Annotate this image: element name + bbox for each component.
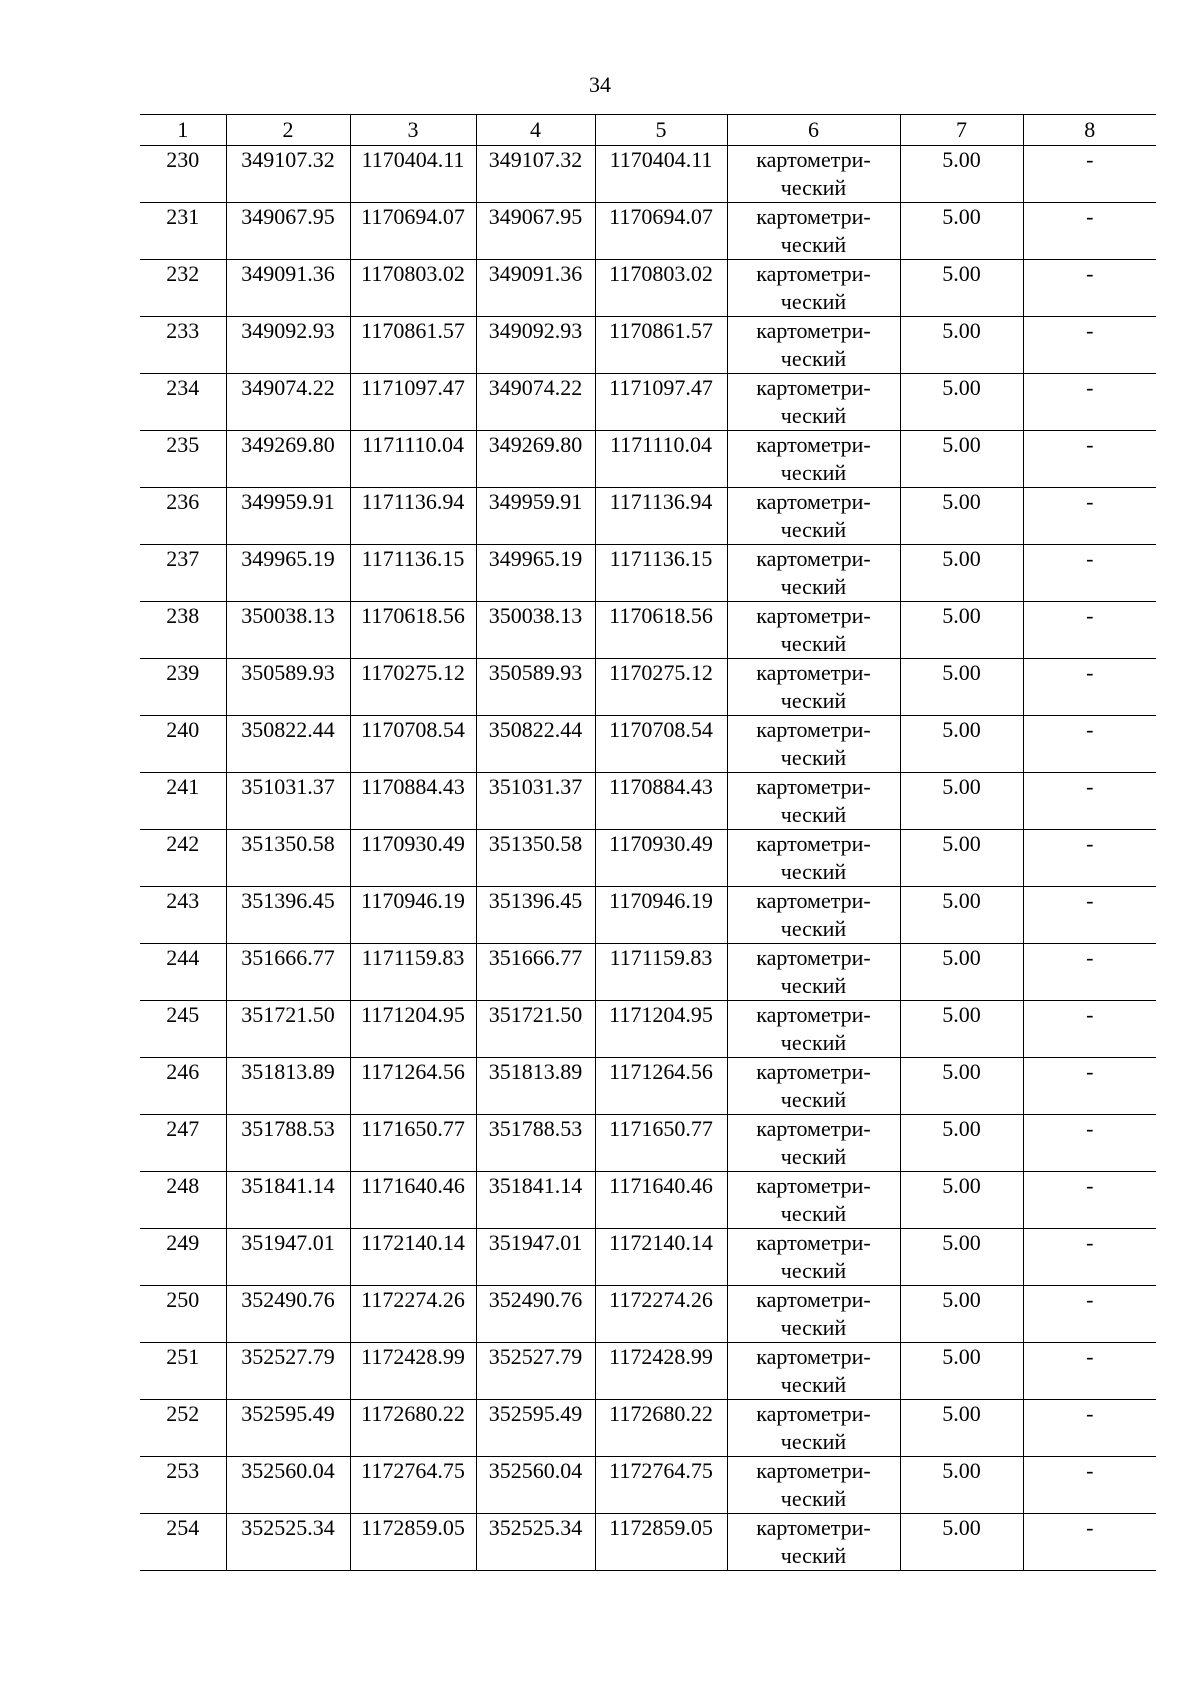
x-coordinate-cell: 351396.45 (226, 887, 350, 944)
method-cell (727, 773, 900, 830)
column-header: 1 (140, 115, 226, 146)
method-cell (727, 146, 900, 203)
method-text-line2: ческий (780, 1258, 847, 1283)
method-text-line2: ческий (780, 1144, 847, 1169)
note-cell: - (1023, 1514, 1156, 1571)
x-coordinate-cell: 349269.80 (226, 431, 350, 488)
accuracy-cell: 5.00 (900, 1343, 1023, 1400)
y-coordinate-cell: 1172764.75 (350, 1457, 476, 1514)
note-cell: - (1023, 830, 1156, 887)
method-cell (727, 1001, 900, 1058)
note-cell: - (1023, 1058, 1156, 1115)
point-number-cell: 238 (140, 602, 226, 659)
x-coordinate-cell: 351721.50 (226, 1001, 350, 1058)
y-coordinate-cell: 1171264.56 (350, 1058, 476, 1115)
note-cell: - (1023, 773, 1156, 830)
note-cell: - (1023, 659, 1156, 716)
y-coordinate-cell: 1170618.56 (350, 602, 476, 659)
y-coordinate-cell: 1170708.54 (350, 716, 476, 773)
accuracy-cell: 5.00 (900, 203, 1023, 260)
x-coordinate-cell: 349091.36 (476, 260, 595, 317)
x-coordinate-cell: 351813.89 (476, 1058, 595, 1115)
method-text-line1: картометри- (756, 945, 871, 970)
accuracy-cell: 5.00 (900, 317, 1023, 374)
x-coordinate-cell: 349107.32 (226, 146, 350, 203)
method-cell (727, 1115, 900, 1172)
column-header: 8 (1023, 115, 1156, 146)
y-coordinate-cell: 1171110.04 (595, 431, 727, 488)
table-row (140, 545, 1156, 602)
note-cell: - (1023, 146, 1156, 203)
y-coordinate-cell: 1170930.49 (595, 830, 727, 887)
method-text-line2: ческий (780, 745, 847, 770)
method-cell (727, 716, 900, 773)
x-coordinate-cell: 349074.22 (476, 374, 595, 431)
method-text-line1: картометри- (756, 1515, 871, 1540)
y-coordinate-cell: 1172680.22 (595, 1400, 727, 1457)
column-header: 6 (727, 115, 900, 146)
accuracy-cell: 5.00 (900, 944, 1023, 1001)
y-coordinate-cell: 1172140.14 (595, 1229, 727, 1286)
y-coordinate-cell: 1170404.11 (595, 146, 727, 203)
y-coordinate-cell: 1171264.56 (595, 1058, 727, 1115)
point-number-cell: 237 (140, 545, 226, 602)
method-text-line1: картометри- (756, 318, 871, 343)
method-cell (727, 260, 900, 317)
table-row (140, 1115, 1156, 1172)
y-coordinate-cell: 1171204.95 (595, 1001, 727, 1058)
y-coordinate-cell: 1170275.12 (595, 659, 727, 716)
x-coordinate-cell: 351666.77 (226, 944, 350, 1001)
table-row (140, 1286, 1156, 1343)
x-coordinate-cell: 351841.14 (226, 1172, 350, 1229)
x-coordinate-cell: 351788.53 (226, 1115, 350, 1172)
method-cell (727, 374, 900, 431)
method-text-line2: ческий (780, 517, 847, 542)
point-number-cell: 233 (140, 317, 226, 374)
table-row (140, 830, 1156, 887)
x-coordinate-cell: 351947.01 (476, 1229, 595, 1286)
y-coordinate-cell: 1170618.56 (595, 602, 727, 659)
accuracy-cell: 5.00 (900, 146, 1023, 203)
y-coordinate-cell: 1171159.83 (595, 944, 727, 1001)
method-cell (727, 488, 900, 545)
table-row (140, 431, 1156, 488)
point-number-cell: 248 (140, 1172, 226, 1229)
table-row (140, 488, 1156, 545)
table-row (140, 1172, 1156, 1229)
method-cell (727, 1514, 900, 1571)
method-text-line1: картометри- (756, 1458, 871, 1483)
x-coordinate-cell: 350822.44 (226, 716, 350, 773)
column-header: 4 (476, 115, 595, 146)
y-coordinate-cell: 1170803.02 (350, 260, 476, 317)
note-cell: - (1023, 944, 1156, 1001)
note-cell: - (1023, 260, 1156, 317)
table-row (140, 1400, 1156, 1457)
note-cell: - (1023, 317, 1156, 374)
y-coordinate-cell: 1171110.04 (350, 431, 476, 488)
point-number-cell: 230 (140, 146, 226, 203)
column-header: 3 (350, 115, 476, 146)
method-cell (727, 1286, 900, 1343)
note-cell: - (1023, 1001, 1156, 1058)
note-cell: - (1023, 374, 1156, 431)
table-row (140, 773, 1156, 830)
method-text-line2: ческий (780, 802, 847, 827)
accuracy-cell: 5.00 (900, 602, 1023, 659)
method-text-line2: ческий (780, 346, 847, 371)
accuracy-cell: 5.00 (900, 1400, 1023, 1457)
point-number-cell: 232 (140, 260, 226, 317)
method-text-line2: ческий (780, 460, 847, 485)
point-number-cell: 245 (140, 1001, 226, 1058)
x-coordinate-cell: 349067.95 (476, 203, 595, 260)
method-text-line2: ческий (780, 1372, 847, 1397)
y-coordinate-cell: 1171136.94 (350, 488, 476, 545)
point-number-cell: 246 (140, 1058, 226, 1115)
point-number-cell: 244 (140, 944, 226, 1001)
note-cell: - (1023, 1457, 1156, 1514)
y-coordinate-cell: 1170884.43 (350, 773, 476, 830)
accuracy-cell: 5.00 (900, 545, 1023, 602)
method-text-line1: картометри- (756, 1173, 871, 1198)
accuracy-cell: 5.00 (900, 830, 1023, 887)
x-coordinate-cell: 352595.49 (476, 1400, 595, 1457)
note-cell: - (1023, 1115, 1156, 1172)
method-text-line2: ческий (780, 1201, 847, 1226)
y-coordinate-cell: 1171097.47 (595, 374, 727, 431)
table-row (140, 944, 1156, 1001)
y-coordinate-cell: 1172428.99 (595, 1343, 727, 1400)
y-coordinate-cell: 1170694.07 (350, 203, 476, 260)
note-cell: - (1023, 887, 1156, 944)
accuracy-cell: 5.00 (900, 887, 1023, 944)
x-coordinate-cell: 350038.13 (476, 602, 595, 659)
method-text-line1: картометри- (756, 489, 871, 514)
note-cell: - (1023, 716, 1156, 773)
method-text-line1: картометри- (756, 261, 871, 286)
method-text-line1: картометри- (756, 375, 871, 400)
table-row (140, 716, 1156, 773)
x-coordinate-cell: 349269.80 (476, 431, 595, 488)
method-cell (727, 944, 900, 1001)
y-coordinate-cell: 1172428.99 (350, 1343, 476, 1400)
y-coordinate-cell: 1171640.46 (350, 1172, 476, 1229)
x-coordinate-cell: 352560.04 (476, 1457, 595, 1514)
y-coordinate-cell: 1171650.77 (350, 1115, 476, 1172)
method-text-line1: картометри- (756, 831, 871, 856)
y-coordinate-cell: 1172680.22 (350, 1400, 476, 1457)
y-coordinate-cell: 1171097.47 (350, 374, 476, 431)
note-cell: - (1023, 1172, 1156, 1229)
table-row (140, 1058, 1156, 1115)
x-coordinate-cell: 352525.34 (226, 1514, 350, 1571)
y-coordinate-cell: 1172274.26 (350, 1286, 476, 1343)
method-cell (727, 431, 900, 488)
table-row (140, 1229, 1156, 1286)
y-coordinate-cell: 1171640.46 (595, 1172, 727, 1229)
method-text-line1: картометри- (756, 660, 871, 685)
point-number-cell: 247 (140, 1115, 226, 1172)
x-coordinate-cell: 350589.93 (476, 659, 595, 716)
method-text-line2: ческий (780, 916, 847, 941)
y-coordinate-cell: 1170946.19 (595, 887, 727, 944)
method-text-line1: картометри- (756, 1059, 871, 1084)
point-number-cell: 254 (140, 1514, 226, 1571)
y-coordinate-cell: 1170708.54 (595, 716, 727, 773)
method-cell (727, 830, 900, 887)
y-coordinate-cell: 1170694.07 (595, 203, 727, 260)
x-coordinate-cell: 352527.79 (226, 1343, 350, 1400)
x-coordinate-cell: 352490.76 (226, 1286, 350, 1343)
method-text-line1: картометри- (756, 1401, 871, 1426)
point-number-cell: 241 (140, 773, 226, 830)
point-number-cell: 240 (140, 716, 226, 773)
column-header: 5 (595, 115, 727, 146)
method-text-line2: ческий (780, 1315, 847, 1340)
x-coordinate-cell: 351031.37 (226, 773, 350, 830)
x-coordinate-cell: 349067.95 (226, 203, 350, 260)
method-text-line2: ческий (780, 1429, 847, 1454)
method-cell (727, 659, 900, 716)
table-row (140, 374, 1156, 431)
y-coordinate-cell: 1170404.11 (350, 146, 476, 203)
method-text-line2: ческий (780, 631, 847, 656)
method-cell (727, 1229, 900, 1286)
x-coordinate-cell: 349091.36 (226, 260, 350, 317)
note-cell: - (1023, 431, 1156, 488)
x-coordinate-cell: 349092.93 (226, 317, 350, 374)
y-coordinate-cell: 1171204.95 (350, 1001, 476, 1058)
x-coordinate-cell: 350589.93 (226, 659, 350, 716)
accuracy-cell: 5.00 (900, 1286, 1023, 1343)
y-coordinate-cell: 1170275.12 (350, 659, 476, 716)
method-cell (727, 887, 900, 944)
table-row (140, 1001, 1156, 1058)
method-text-line1: картометри- (756, 432, 871, 457)
method-cell (727, 1400, 900, 1457)
accuracy-cell: 5.00 (900, 1115, 1023, 1172)
accuracy-cell: 5.00 (900, 659, 1023, 716)
method-cell (727, 1172, 900, 1229)
y-coordinate-cell: 1171159.83 (350, 944, 476, 1001)
method-text-line2: ческий (780, 1486, 847, 1511)
point-number-cell: 239 (140, 659, 226, 716)
method-text-line1: картометри- (756, 888, 871, 913)
method-text-line2: ческий (780, 403, 847, 428)
method-cell (727, 203, 900, 260)
y-coordinate-cell: 1172140.14 (350, 1229, 476, 1286)
method-text-line2: ческий (780, 232, 847, 257)
table-row (140, 203, 1156, 260)
x-coordinate-cell: 351788.53 (476, 1115, 595, 1172)
y-coordinate-cell: 1170884.43 (595, 773, 727, 830)
x-coordinate-cell: 352560.04 (226, 1457, 350, 1514)
y-coordinate-cell: 1170946.19 (350, 887, 476, 944)
x-coordinate-cell: 351947.01 (226, 1229, 350, 1286)
y-coordinate-cell: 1170930.49 (350, 830, 476, 887)
point-number-cell: 253 (140, 1457, 226, 1514)
table-body (140, 146, 1156, 1571)
method-text-line1: картометри- (756, 603, 871, 628)
method-text-line1: картометри- (756, 204, 871, 229)
method-cell (727, 1343, 900, 1400)
note-cell: - (1023, 545, 1156, 602)
point-number-cell: 236 (140, 488, 226, 545)
accuracy-cell: 5.00 (900, 1514, 1023, 1571)
table-row (140, 260, 1156, 317)
accuracy-cell: 5.00 (900, 260, 1023, 317)
method-text-line2: ческий (780, 1543, 847, 1568)
y-coordinate-cell: 1170861.57 (595, 317, 727, 374)
x-coordinate-cell: 349959.91 (226, 488, 350, 545)
method-text-line2: ческий (780, 1030, 847, 1055)
point-number-cell: 243 (140, 887, 226, 944)
y-coordinate-cell: 1172764.75 (595, 1457, 727, 1514)
column-header: 2 (226, 115, 350, 146)
method-text-line1: картометри- (756, 147, 871, 172)
y-coordinate-cell: 1170861.57 (350, 317, 476, 374)
point-number-cell: 250 (140, 1286, 226, 1343)
accuracy-cell: 5.00 (900, 773, 1023, 830)
x-coordinate-cell: 351350.58 (226, 830, 350, 887)
accuracy-cell: 5.00 (900, 1229, 1023, 1286)
note-cell: - (1023, 602, 1156, 659)
x-coordinate-cell: 351813.89 (226, 1058, 350, 1115)
x-coordinate-cell: 351666.77 (476, 944, 595, 1001)
method-text-line1: картометри- (756, 1116, 871, 1141)
x-coordinate-cell: 352595.49 (226, 1400, 350, 1457)
y-coordinate-cell: 1171136.15 (595, 545, 727, 602)
method-text-line1: картометри- (756, 1287, 871, 1312)
x-coordinate-cell: 350822.44 (476, 716, 595, 773)
y-coordinate-cell: 1171650.77 (595, 1115, 727, 1172)
note-cell: - (1023, 488, 1156, 545)
point-number-cell: 252 (140, 1400, 226, 1457)
method-cell (727, 1058, 900, 1115)
method-text-line1: картометри- (756, 546, 871, 571)
y-coordinate-cell: 1172859.05 (595, 1514, 727, 1571)
method-cell (727, 317, 900, 374)
method-text-line1: картометри- (756, 717, 871, 742)
y-coordinate-cell: 1170803.02 (595, 260, 727, 317)
method-text-line2: ческий (780, 289, 847, 314)
table-row (140, 1343, 1156, 1400)
method-text-line2: ческий (780, 574, 847, 599)
x-coordinate-cell: 349959.91 (476, 488, 595, 545)
method-cell (727, 1457, 900, 1514)
accuracy-cell: 5.00 (900, 488, 1023, 545)
x-coordinate-cell: 351841.14 (476, 1172, 595, 1229)
method-cell (727, 602, 900, 659)
x-coordinate-cell: 351721.50 (476, 1001, 595, 1058)
method-text-line2: ческий (780, 688, 847, 713)
method-cell (727, 545, 900, 602)
method-text-line1: картометри- (756, 1002, 871, 1027)
method-text-line2: ческий (780, 1087, 847, 1112)
point-number-cell: 251 (140, 1343, 226, 1400)
point-number-cell: 235 (140, 431, 226, 488)
x-coordinate-cell: 351350.58 (476, 830, 595, 887)
accuracy-cell: 5.00 (900, 1457, 1023, 1514)
table-row (140, 146, 1156, 203)
accuracy-cell: 5.00 (900, 1172, 1023, 1229)
y-coordinate-cell: 1171136.15 (350, 545, 476, 602)
page-number: 34 (589, 72, 611, 97)
note-cell: - (1023, 1343, 1156, 1400)
y-coordinate-cell: 1172274.26 (595, 1286, 727, 1343)
accuracy-cell: 5.00 (900, 716, 1023, 773)
note-cell: - (1023, 1286, 1156, 1343)
note-cell: - (1023, 1400, 1156, 1457)
point-number-cell: 249 (140, 1229, 226, 1286)
accuracy-cell: 5.00 (900, 1001, 1023, 1058)
accuracy-cell: 5.00 (900, 374, 1023, 431)
x-coordinate-cell: 352527.79 (476, 1343, 595, 1400)
point-number-cell: 242 (140, 830, 226, 887)
x-coordinate-cell: 352490.76 (476, 1286, 595, 1343)
table-header-row (140, 115, 1156, 146)
column-header: 7 (900, 115, 1023, 146)
x-coordinate-cell: 349965.19 (476, 545, 595, 602)
accuracy-cell: 5.00 (900, 431, 1023, 488)
table-row (140, 1457, 1156, 1514)
x-coordinate-cell: 349092.93 (476, 317, 595, 374)
table-row (140, 659, 1156, 716)
table-row (140, 1514, 1156, 1571)
point-number-cell: 234 (140, 374, 226, 431)
y-coordinate-cell: 1171136.94 (595, 488, 727, 545)
x-coordinate-cell: 351396.45 (476, 887, 595, 944)
method-text-line2: ческий (780, 175, 847, 200)
method-text-line2: ческий (780, 859, 847, 884)
accuracy-cell: 5.00 (900, 1058, 1023, 1115)
x-coordinate-cell: 349107.32 (476, 146, 595, 203)
point-number-cell: 231 (140, 203, 226, 260)
note-cell: - (1023, 1229, 1156, 1286)
table-row (140, 887, 1156, 944)
x-coordinate-cell: 352525.34 (476, 1514, 595, 1571)
method-text-line2: ческий (780, 973, 847, 998)
x-coordinate-cell: 349965.19 (226, 545, 350, 602)
x-coordinate-cell: 350038.13 (226, 602, 350, 659)
method-text-line1: картометри- (756, 774, 871, 799)
y-coordinate-cell: 1172859.05 (350, 1514, 476, 1571)
x-coordinate-cell: 351031.37 (476, 773, 595, 830)
method-text-line1: картометри- (756, 1230, 871, 1255)
coordinates-table (140, 114, 1156, 1571)
method-text-line1: картометри- (756, 1344, 871, 1369)
table-row (140, 317, 1156, 374)
x-coordinate-cell: 349074.22 (226, 374, 350, 431)
note-cell: - (1023, 203, 1156, 260)
table-row (140, 602, 1156, 659)
